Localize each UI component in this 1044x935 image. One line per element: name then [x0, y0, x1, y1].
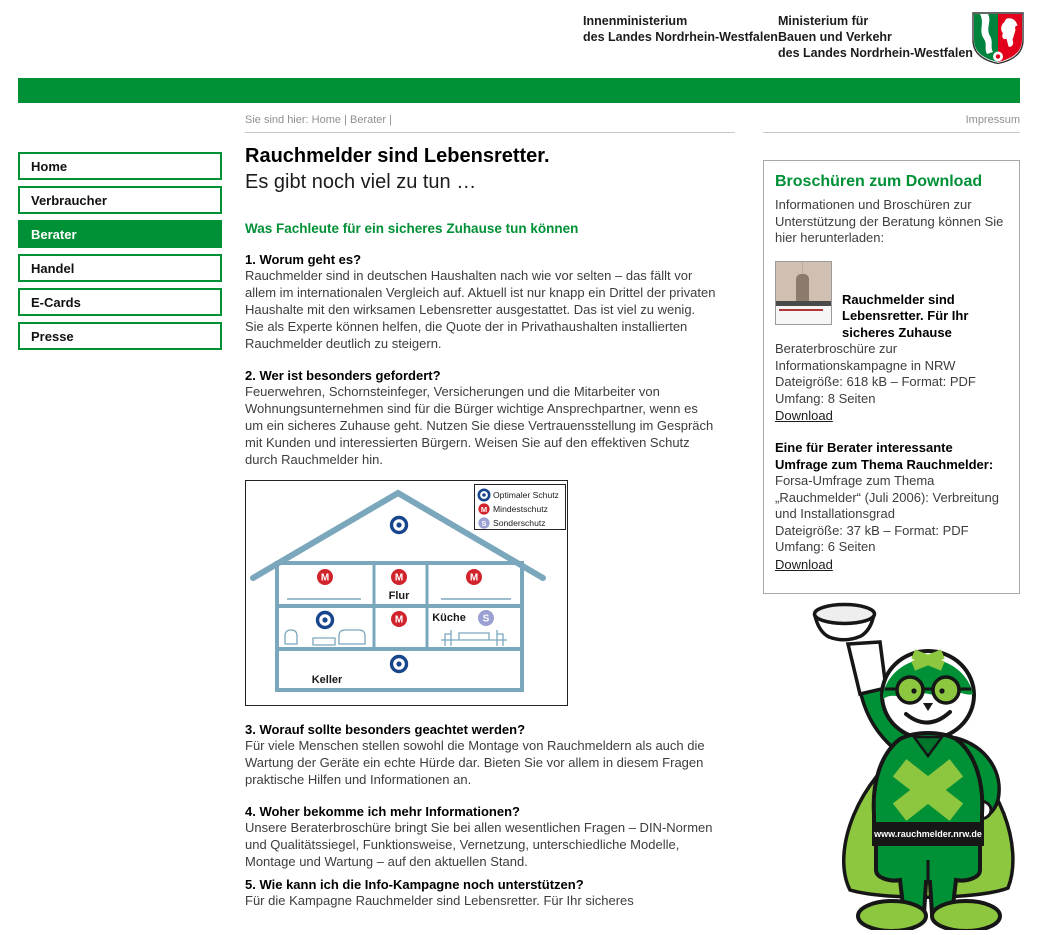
section-1-body: Rauchmelder sind in deutschen Haushalten nach wie vor selten – das fällt vor allem im internationalen Vergleich auf. Aktuell ist nur knapp ein Drittel der privaten Haushalte mit den wirksamen Lebensretter ausgestattet. Das ist viel zu wenig. Sie als Experte können helfen, die Quote der in Privathaushalten installierten Rauchmelder deutlich zu steigern. — [245, 268, 716, 351]
rauchmelder-mascot — [810, 598, 1044, 935]
section-3 — [245, 722, 735, 788]
breadcrumb-link-home[interactable]: Home — [311, 114, 341, 126]
sidebar-item-label: Handel — [31, 260, 75, 276]
sidebar-item-label: Verbraucher — [31, 192, 107, 208]
ministry-bauen-line1: Ministerium für — [778, 14, 869, 28]
sidebar-item-label: Berater — [31, 226, 77, 242]
ministry-bauen-line3: des Landes Nordrhein-Westfalen — [778, 46, 973, 60]
download-item-1-title: Rauchmelder sind Lebensretter. Für Ihr sicheres Zuhause — [842, 291, 969, 340]
sidebar-item-ecards[interactable] — [18, 288, 222, 316]
breadcrumb-separator: | — [344, 114, 347, 126]
ministry-innen-title — [583, 13, 778, 45]
section-1 — [245, 252, 735, 352]
smoke-detector-icon — [815, 605, 875, 640]
brochure-thumbnail[interactable] — [775, 261, 832, 325]
main-navigation — [18, 152, 222, 356]
download-box-title: Broschüren zum Download — [775, 173, 983, 190]
optimal-marker-icon — [318, 613, 333, 628]
mindest-marker-icon — [391, 569, 407, 585]
download-item-1-size: Dateigröße: 618 kB – Format: PDF — [775, 374, 976, 389]
sidebar-item-verbraucher[interactable] — [18, 186, 222, 214]
brochure-person-figure — [796, 274, 809, 301]
room-label-kueche: Küche — [432, 612, 466, 624]
brochure-red-line — [779, 309, 823, 311]
divider-line — [763, 132, 1020, 133]
breadcrumb-label: Sie sind hier: — [245, 114, 309, 126]
legend-label-sonder: Sonderschutz — [493, 518, 546, 528]
breadcrumb-link-berater[interactable]: Berater — [349, 114, 387, 126]
breadcrumb — [245, 114, 392, 126]
download-link-1[interactable]: Download — [775, 408, 833, 423]
section-5 — [245, 877, 735, 909]
sidebar-item-label: E-Cards — [31, 294, 81, 310]
room-label-flur: Flur — [388, 590, 410, 602]
section-4 — [245, 804, 735, 870]
ministry-bauen-line2: Bauen und Verkehr — [778, 30, 892, 44]
mascot-foot — [932, 901, 1000, 930]
house-protection-diagram — [245, 480, 568, 706]
download-box-intro: Informationen und Broschüren zur Unterstützung der Beratung können Sie hier herunterladen: — [775, 197, 1004, 245]
mindest-marker-icon — [317, 569, 333, 585]
legend-label-mindest: Mindestschutz — [493, 504, 548, 514]
section-5-body: Für die Kampagne Rauchmelder sind Lebensretter. Für Ihr sicheres — [245, 893, 634, 908]
page-title: Rauchmelder sind Lebensretter. — [245, 145, 550, 167]
sidebar-item-label: Home — [31, 158, 68, 174]
sidebar-item-home[interactable] — [18, 152, 222, 180]
breadcrumb-separator: | — [389, 114, 392, 126]
section-1-heading: 1. Worum geht es? — [245, 252, 362, 267]
download-item-2-title: Eine für Berater interessante Umfrage zum Thema Rauchmelder: — [775, 440, 994, 472]
section-2-body: Feuerwehren, Schornsteinfeger, Versicherungen und die Mitarbeiter von Wohnungsunternehmen sind für die Bürger wichtige Ansprechpartner, wenn es um ein sicheres Zuhause geht. Nutzen Sie diese Vertrauensstellung im Gespräch mit Kunden und interessierten Bürgern. Weisen Sie auf den effektiven Schutz durch Rauchmelder hin. — [245, 384, 714, 467]
belt-url-text: www.rauchmelder.nrw.de — [874, 829, 982, 839]
main-content — [245, 143, 735, 909]
section-2-heading: 2. Wer ist besonders gefordert? — [245, 368, 441, 383]
section-3-body: Für viele Menschen stellen sowohl die Montage von Rauchmeldern als auch die Wartung der Geräte ein echte Hürde dar. Bieten Sie vor allem in diesem Fragen praktische Hilfen und Informationen an. — [245, 738, 705, 787]
download-item-1-desc: Beraterbroschüre zur Informationskampagne in NRW — [775, 341, 956, 373]
download-item-2-desc: Forsa-Umfrage zum Thema „Rauchmelder“ (Juli 2006): Verbreitung und Installationsgrad — [775, 473, 999, 521]
sidebar-item-handel[interactable] — [18, 254, 222, 282]
diagram-legend — [475, 485, 566, 530]
download-item-2-pages: Umfang: 6 Seiten — [775, 539, 876, 554]
marker-letter: M — [394, 614, 404, 626]
page-subtitle: Es gibt noch viel zu tun … — [245, 171, 477, 193]
legend-letter: S — [481, 518, 487, 528]
sidebar-item-label: Presse — [31, 328, 74, 344]
download-item-1-pages: Umfang: 8 Seiten — [775, 390, 876, 406]
marker-letter: M — [320, 572, 330, 584]
mindest-marker-icon — [391, 611, 407, 627]
sidebar-item-berater[interactable] — [18, 220, 222, 248]
download-link-2[interactable]: Download — [775, 556, 833, 572]
ministry-innen-line1: Innenministerium — [583, 14, 688, 28]
section-5-heading: 5. Wie kann ich die Info-Kampagne noch unterstützen? — [245, 877, 584, 892]
ministry-innen-line2: des Landes Nordrhein-Westfalen — [583, 30, 778, 44]
section-2 — [245, 368, 735, 468]
impressum-link[interactable]: Impressum — [965, 114, 1020, 126]
download-box — [763, 160, 1020, 594]
legend-label-optimal: Optimaler Schutz — [493, 490, 559, 500]
marker-letter: M — [469, 572, 479, 584]
section-4-heading: 4. Woher bekomme ich mehr Informationen? — [245, 804, 520, 819]
nrw-coat-of-arms-icon — [969, 11, 1027, 70]
mindest-marker-icon — [466, 569, 482, 585]
sonder-marker-icon — [478, 610, 494, 626]
marker-letter: M — [394, 572, 404, 584]
brochure-title-band — [776, 301, 831, 306]
section-3-heading: 3. Worauf sollte besonders geachtet werden? — [245, 722, 526, 737]
section-intro-heading: Was Fachleute für ein sicheres Zuhause tun können — [245, 221, 579, 236]
room-label-keller: Keller — [311, 674, 343, 686]
marker-letter: S — [482, 613, 490, 625]
divider-line — [245, 132, 735, 133]
green-bar — [18, 78, 1020, 103]
ministry-bauen-title — [778, 13, 973, 61]
download-item-2-size: Dateigröße: 37 kB – Format: PDF — [775, 522, 969, 538]
sidebar-item-presse[interactable] — [18, 322, 222, 350]
optimal-marker-icon — [392, 518, 407, 533]
mascot-foot — [858, 901, 926, 930]
legend-letter: M — [480, 504, 488, 514]
section-4-body: Unsere Beraterbroschüre bringt Sie bei allen wesentlichen Fragen – DIN-Normen und Qualitätssiegel, Funktionsweise, Vernetzung, unterschiedliche Modelle, Montage und Wartung – auf den aktuellen Stand. — [245, 820, 713, 869]
optimal-marker-icon — [392, 657, 407, 672]
